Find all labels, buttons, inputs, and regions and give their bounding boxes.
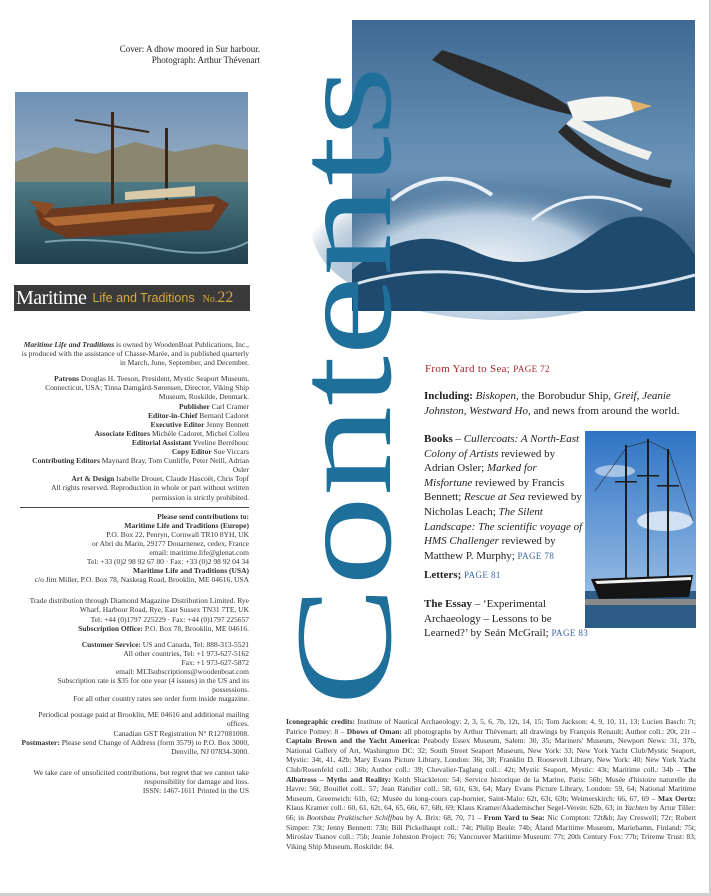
credits-care: We take care of unsolicited contributions, but regret that we cannot take responsibility for damage and loss. (33, 767, 249, 786)
toc-including: Including: Biskopen, the Borobudur Ship, Greif, Jeanie Johnston, Westward Ho, and news from around the world. (424, 390, 680, 417)
masthead-no-label: No. (202, 294, 218, 305)
credits-exec: Executive Editor Jenny Bennett (150, 419, 249, 429)
toc-including-label: Including: (424, 390, 473, 402)
toc-essay-page: PAGE 83 (551, 628, 589, 639)
contents-title (267, 66, 420, 706)
credits-cs-fax: Fax: +1 973-627-5872 (181, 657, 249, 667)
cover-caption-line2: Photograph: Arthur Thévenart (151, 55, 260, 65)
credits-trade: Trade distribution through Diamond Magazine Distribution Limited. Rye Wharf, Harbour Road, Rye, East Sussex TN31 7TE, UK (29, 596, 249, 615)
credits-europe-label: Maritime Life and Traditions (Europe) (124, 520, 249, 530)
credits-usa-addr: c/o Jim Miller, P.O. Box 78, Naskeag Road, Brooklin, ME 04616, USA (34, 575, 249, 585)
credits-europe-addr2: or Abri du Marin, 29177 Douarnenez, cedex, France (91, 538, 249, 548)
credits-postage: Periodical postage paid at Brooklin, ME 04616 and additional mailing offices. (38, 710, 249, 729)
toc-letters-page: PAGE 81 (464, 570, 501, 580)
credits-art: Art & Design Isabelle Drouet, Claude Hascoët, Chris Topf (71, 474, 249, 484)
credits-subs: Subscription Office: P.O. Box 78, Brooklin, ME 04616. (78, 623, 249, 633)
toc-books-page: PAGE 78 (517, 550, 555, 561)
credits-intro: Maritime Life and Traditions is owned by WoodenBoat Publications, Inc., is produced with the assistance of Chasse-Marée, and is published quarterly in March, June, September, and December. (21, 340, 249, 368)
credits-copy: Copy Editor Sue Viccars (171, 447, 249, 457)
iconographic-credits: Iconographic credits: Institute of Nautical Archaeology: 2, 3, 5, 6, 7b, 12t, 14, 15; Tom Jackson: 4, 9, 10, 11, 13; Lucien Basch: 7t; Patrice Pomey: 8 – Dhows of Oman: all photographs by Arthur Thévenart; all drawings by François Renault; Author coll.: 20t, 21t – Captain Brown and the Yacht America: Peabody Essex Museum, Salem: 30, 35; Mariners' Museum, Newport News: 31, 37b, National Gallery of Art, Washington DC: 32; South Street Seaport Museum, New York: 33; New York Yacht Club/Mystic Seaport, Mystic: 34t, 41, 42b; Mary Evans Picture Library, London: 36t, 38; Franklin D. Roosevelt Library, New York: 40; New York Yacht Club/Rosenfeld coll.: 36b; Author coll.: 39; Chevalier-Taglang coll.: 42t; Mystic Seaport, Mystic: 43t; Maritime coll.: 34b – The Albatross – Myths and Reality: Keith Shackleton: 54; Service historique de la Marine, Paris: 56b; Musée d'histoire naturelle du Havre: 56t; Bouillet coll.: 57; Jean Randier coll.: 58, 61t, 63t, 64; Mary Evans Picture Library, London: 59, 64; National Maritime Museum, Greenwich: 61b, 62; Musée du long-cours cap-hornier, Saint-Malo: 62t, 63t, 63b; Weimerskirch: 66, 67, 69 – Max Oertz: Klaus Kramer coll.: 60, 61, 62t, 64, 65, 66t, 67, 68t, 69; Klaus Kramer/Akademischer Segel-Verein: 62b, 63; in Yachten by Artur Tiller: 66; in Bootsbau Praktischer Schiffbau by A. Brix: 68, 70, 71 – From Yard to Sea: Nic Compton: 72t&b; Jay Creswell; 72r; Robert Simper: 73t; Jenny Bennett: 73b; Bill Pickelhaupt coll.: 74t; Philip Beale: 74b; Åland Maritime Museum, Mariehamn, Finland: 75t; Miroslav Tsanov coll.: 75b; Jeanie Johnston Project: 76; Vancouver Maritime Museum: 77t; 20th Century Fox: 77b; Trireme Trust: 83; Viking Ship Museum, Roskilde: 84. (286, 717, 697, 851)
credits-column (20, 340, 249, 795)
credits-subs-rate: Subscription rate is $35 for one year (4 issues) in the US and its possessions. (57, 676, 249, 695)
credits-postmaster: Postmaster: Please send Change of Address (form 3579) to P.O. Box 3000, Denville, NJ 07834-3000. (21, 737, 249, 756)
masthead (14, 285, 250, 311)
credits-usa-label: Maritime Life and Traditions (USA) (133, 566, 249, 576)
masthead-issue (195, 289, 234, 307)
credits-editor: Editor-in-Chief Bernard Cadoret (148, 410, 249, 420)
credits-cs: Customer Service: US and Canada, Tel: 888-313-5521 (81, 639, 249, 649)
credits-gst: Canadian GST Registration N° R127081008. (113, 728, 249, 738)
toc-letters[interactable] (424, 569, 501, 581)
credits-assist: Editorial Assistant Yveline Berréhouc (131, 437, 249, 447)
cover-caption-line1: Cover: A dhow moored in Sur harbour. (119, 44, 260, 54)
masthead-number: 22 (217, 289, 234, 306)
toc-essay-label: The Essay (424, 598, 472, 610)
contents-title-text: Contents (267, 215, 420, 706)
toc-from-yard-page: PAGE 72 (513, 364, 550, 374)
toc-books[interactable]: Books – Cullercoats: A North-East Colony of Artists reviewed by Adrian Osler; Marked for Misfortune reviewed by Francis Bennett; Rescue at Sea reviewed by Nicholas Leach; The Silent Landscape: The scientific voyage of HMS Challenger reviewed by Matthew P. Murphy; PAGE 78 (424, 433, 583, 562)
credits-europe-tel: Tel: +33 (0)2 98 92 67 80 · Fax: +33 (0)2 98 92 04 34 (86, 557, 249, 567)
toc-letters-label: Letters; (424, 569, 462, 581)
credits-issn: ISSN: 1467-1611 Printed in the US (142, 786, 249, 796)
credits-send-label: Please send contributions to: (157, 511, 249, 521)
credits-europe-email: email: maritime.life@glenat.com (149, 547, 249, 557)
credits-cs-email: email: MLTsubscriptions@woodenboat.com (115, 667, 249, 676)
masthead-title: Maritime (16, 286, 87, 309)
credits-subs-other: For all other country rates see order form inside magazine. (73, 694, 249, 704)
toc-from-yard[interactable] (425, 363, 550, 375)
credits-europe-addr1: P.O. Box 22, Penryn, Cornwall TR10 8YH, UK (106, 529, 249, 539)
masthead-subtitle: Life and Traditions (92, 291, 195, 305)
credits-patrons: Patrons Douglas H. Teeson, President, Mystic Seaport Museum, Connecticut, USA; Tinna Damgård-Sørensen, Director, Viking Ship Museum, Roskilde, Denmark. (45, 374, 249, 402)
credits-assoc: Associate Editors Michèle Cadoret, Michel Colleu (94, 428, 249, 438)
credits-cs-other: All other countries, Tel: +1 973-627-5162 (123, 648, 249, 658)
toc-books-label: Books (424, 433, 453, 445)
tall-ship-photo (585, 431, 696, 628)
toc-essay[interactable]: The Essay – ‘Experimental Archaeology – Lessons to be Learned?’ by Seán McGrail; PAGE 83 (424, 598, 589, 640)
credits-publisher: Publisher Carl Cramer (179, 401, 249, 411)
credits-contrib: Contributing Editors Maynard Bray, Tom Cunliffe, Peter Neill, Adrian Osler (32, 456, 249, 475)
credits-trade-tel: Tel: +44 (0)1797 225229 · Fax: +44 (0)1797 225657 (90, 614, 249, 624)
toc-from-yard-title: From Yard to Sea; (425, 363, 511, 375)
cover-caption (40, 44, 260, 66)
credits-divider (20, 507, 249, 508)
credits-rights: All rights reserved. Reproduction in whole or part without written permission is strictly prohibited. (51, 483, 249, 502)
dhow-photo (15, 92, 248, 264)
